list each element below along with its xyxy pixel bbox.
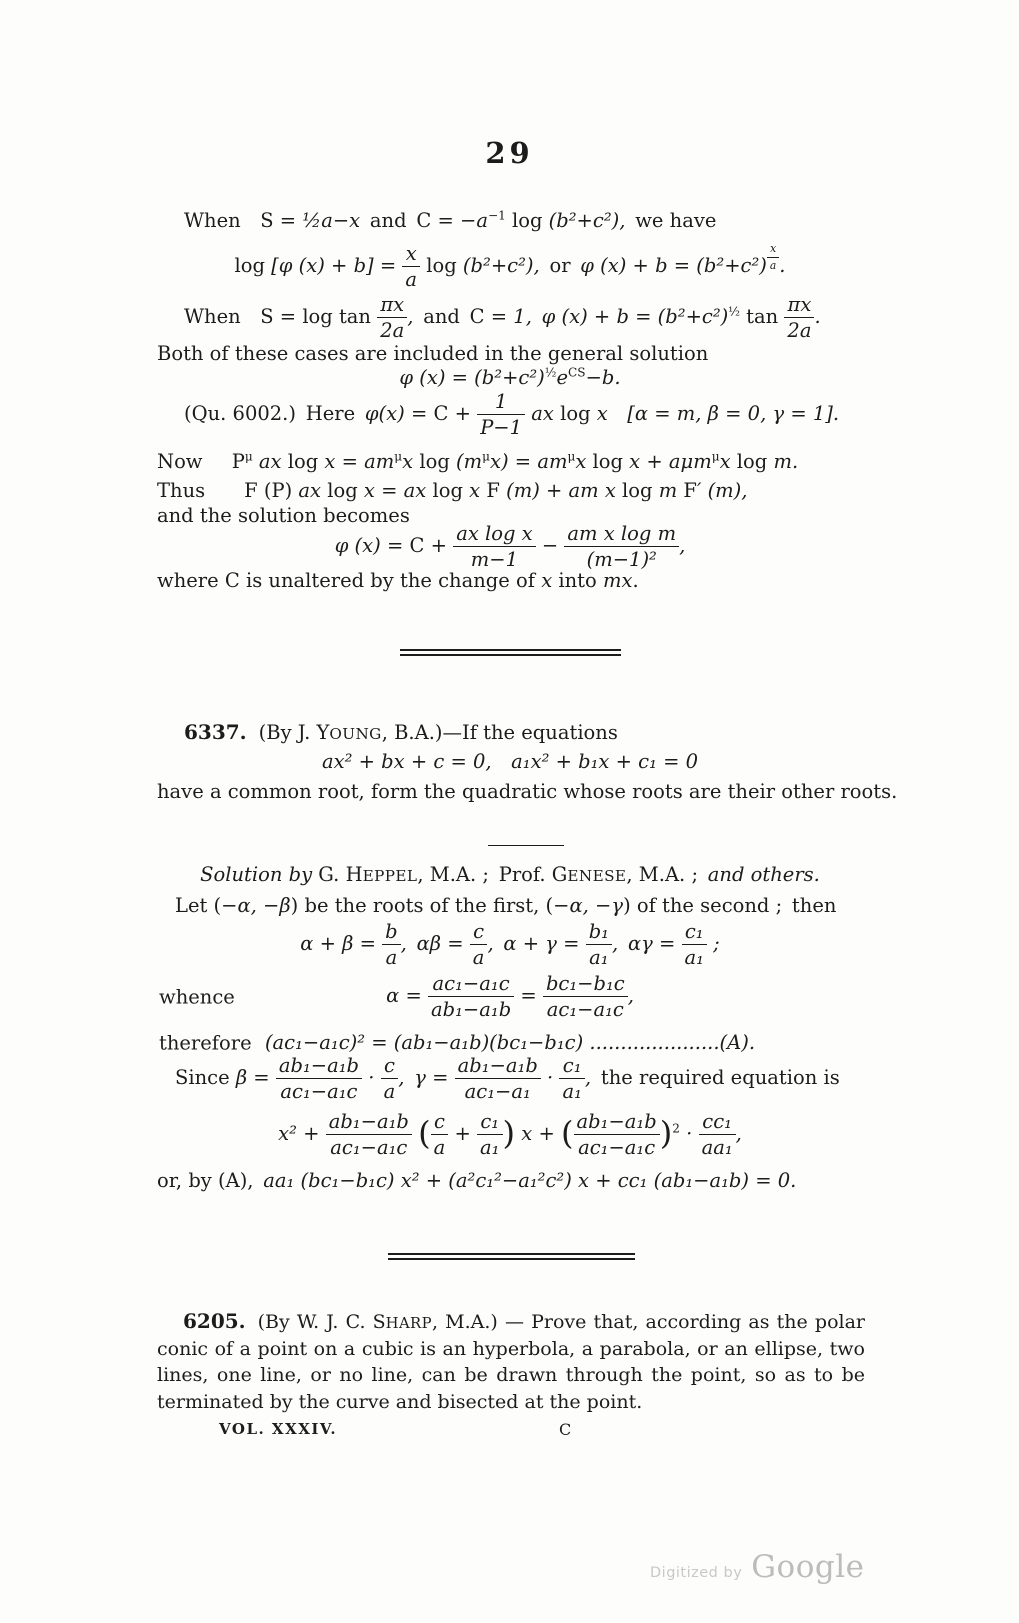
volume-label: VOL. XXXIV.	[219, 1420, 338, 1438]
eq-since-beta-gamma: Since β = $\frac{\text{ab₁−a₁b}}{\text{ac₁−a₁c}}$ · $\frac{c}{a}$ , γ = $\frac{\text{ab₁−a₁b}}{\text{ac₁−a₁}}$ · $\frac{\text{c₁}}{\text{a₁}}$ , the required equation is	[175, 1054, 840, 1104]
eq-now-operator: Now $P^\mu$ ax $\log x = am^\mu x$ $\log (m^\mu x) = am^\mu x$ log x + aμm$^\mu$x log m.	[157, 449, 799, 473]
google-logo: Google	[751, 1549, 865, 1585]
eq-6337-quadratics: ax² + bx + c = 0, a₁x² + b₁x + c₁ = 0	[321, 750, 699, 773]
whence-label: whence	[159, 985, 235, 1009]
therefore-label: therefore	[159, 1031, 252, 1054]
eq-qu-6002: (Qu. 6002.) Here φ(x) = C + $\frac{1}{P-1}$ ax log x [α = m, β = 0, γ = 1].	[184, 390, 840, 440]
question-6337-heading	[157, 719, 863, 746]
section-divider-2	[388, 1253, 635, 1260]
eq-thus-operator: Thus F (P) ax log x = ax log x F (m) + am x log m F′ (m),	[157, 479, 748, 502]
solution-divider	[488, 845, 564, 846]
page-number: 29	[485, 136, 534, 170]
eq-when-s-logtan: When S = log tan $\frac{\pi x}{2a}$ , and C = 1, φ $(x) + b = (b^2+c^2)^{\frac{1}{2}}$ tan $\frac{\pi x}{2a}$ .	[184, 293, 821, 343]
eq-log-phi: log [φ (x) + b] = $\frac{x}{a}$ log (b²+c²), or φ (x) + b = (b²+c²) $\frac{x}{a}$ .	[234, 242, 786, 292]
eq-when-s-half: When S = ½a−x and $C = -a^{-1}$ log (b²+c²), we have	[184, 208, 717, 232]
text-both-cases: Both of these cases are included in the general solution	[157, 342, 709, 365]
eq-phi-final: φ (x) = C + $\frac{\text{ax log x}}{m-1}$ − $\frac{\text{am x log m}}{\text{(m−1)²}}$ ,	[334, 522, 686, 572]
signature-mark: C	[559, 1420, 572, 1439]
question-6205-paragraph	[157, 1307, 865, 1415]
digitized-by-label: Digitized by	[650, 1565, 743, 1581]
equation-row-whence	[157, 973, 863, 1020]
text-solution-becomes: and the solution becomes	[157, 504, 410, 527]
equation-row-therefore	[157, 1031, 863, 1054]
solution-6337-byline: Solution by G. HEPPEL, M.A. ; Prof. GENESE, M.A. ; and others.	[200, 863, 820, 886]
question-6205-body: (By W. J. C. SHARP, M.A.) — Prove that, according as the polar conic of a point on a cubic is an hyperbola, a parabola, or an ellipse, two lines, one line, or no line, can be drawn through the point, so as to be terminated by the curve and bisected at the point.	[157, 1311, 865, 1413]
eq-whence: α = $\frac{\text{ac₁−a₁c}}{\text{ab₁−a₁b}}$ = $\frac{\text{bc₁−b₁c}}{\text{ac₁−a₁c}}$ ,	[386, 972, 634, 1022]
eq-required-equation: x² + $\frac{\text{ab₁−a₁b}}{\text{ac₁−a₁c}}$ ( $\frac{c}{a}$ + $\frac{\text{c₁}}{\text{a₁}}$ ) x + ( $\frac{\text{ab₁−a₁b}}{\text{ac₁−a₁c}}$ )$^2$ · $\frac{\text{cc₁}}{\text{aa₁}}$ ,	[278, 1110, 742, 1160]
question-6337-intro: (By J. YOUNG, B.A.)—If the equations	[258, 721, 618, 744]
eq-therefore-A: (ac₁−a₁c)² = (ab₁−a₁b)(bc₁−b₁c) .....................(A).	[264, 1031, 756, 1054]
eq-or-by-A: or, by (A), aa₁ (bc₁−b₁c) x² + (a²c₁²−a₁²c²) x + cc₁ (ab₁−a₁b) = 0.	[157, 1169, 797, 1192]
text-where-c-unaltered: where C is unaltered by the change of x into mx.	[157, 569, 639, 592]
text-let-roots: Let (−α, −β) be the roots of the first, (−α, −γ) of the second ; then	[175, 894, 837, 917]
question-6337-number: 6337.	[184, 720, 247, 744]
question-6337-body: have a common root, form the quadratic whose roots are their other roots.	[157, 780, 898, 803]
digitization-watermark	[650, 1549, 864, 1585]
section-divider	[400, 649, 621, 656]
eq-general-solution: φ $(x) = (b^2+c^2)^{\frac{1}{2}}e^{CS}-b$.	[399, 365, 621, 389]
eq-root-relations: α + β = $\frac{b}{a}$ , αβ = $\frac{c}{a}$ , α + γ = $\frac{\text{b₁}}{\text{a₁}}$ , αγ = $\frac{\text{c₁}}{\text{a₁}}$ ;	[300, 920, 720, 970]
question-6205-number: 6205.	[183, 1309, 246, 1333]
